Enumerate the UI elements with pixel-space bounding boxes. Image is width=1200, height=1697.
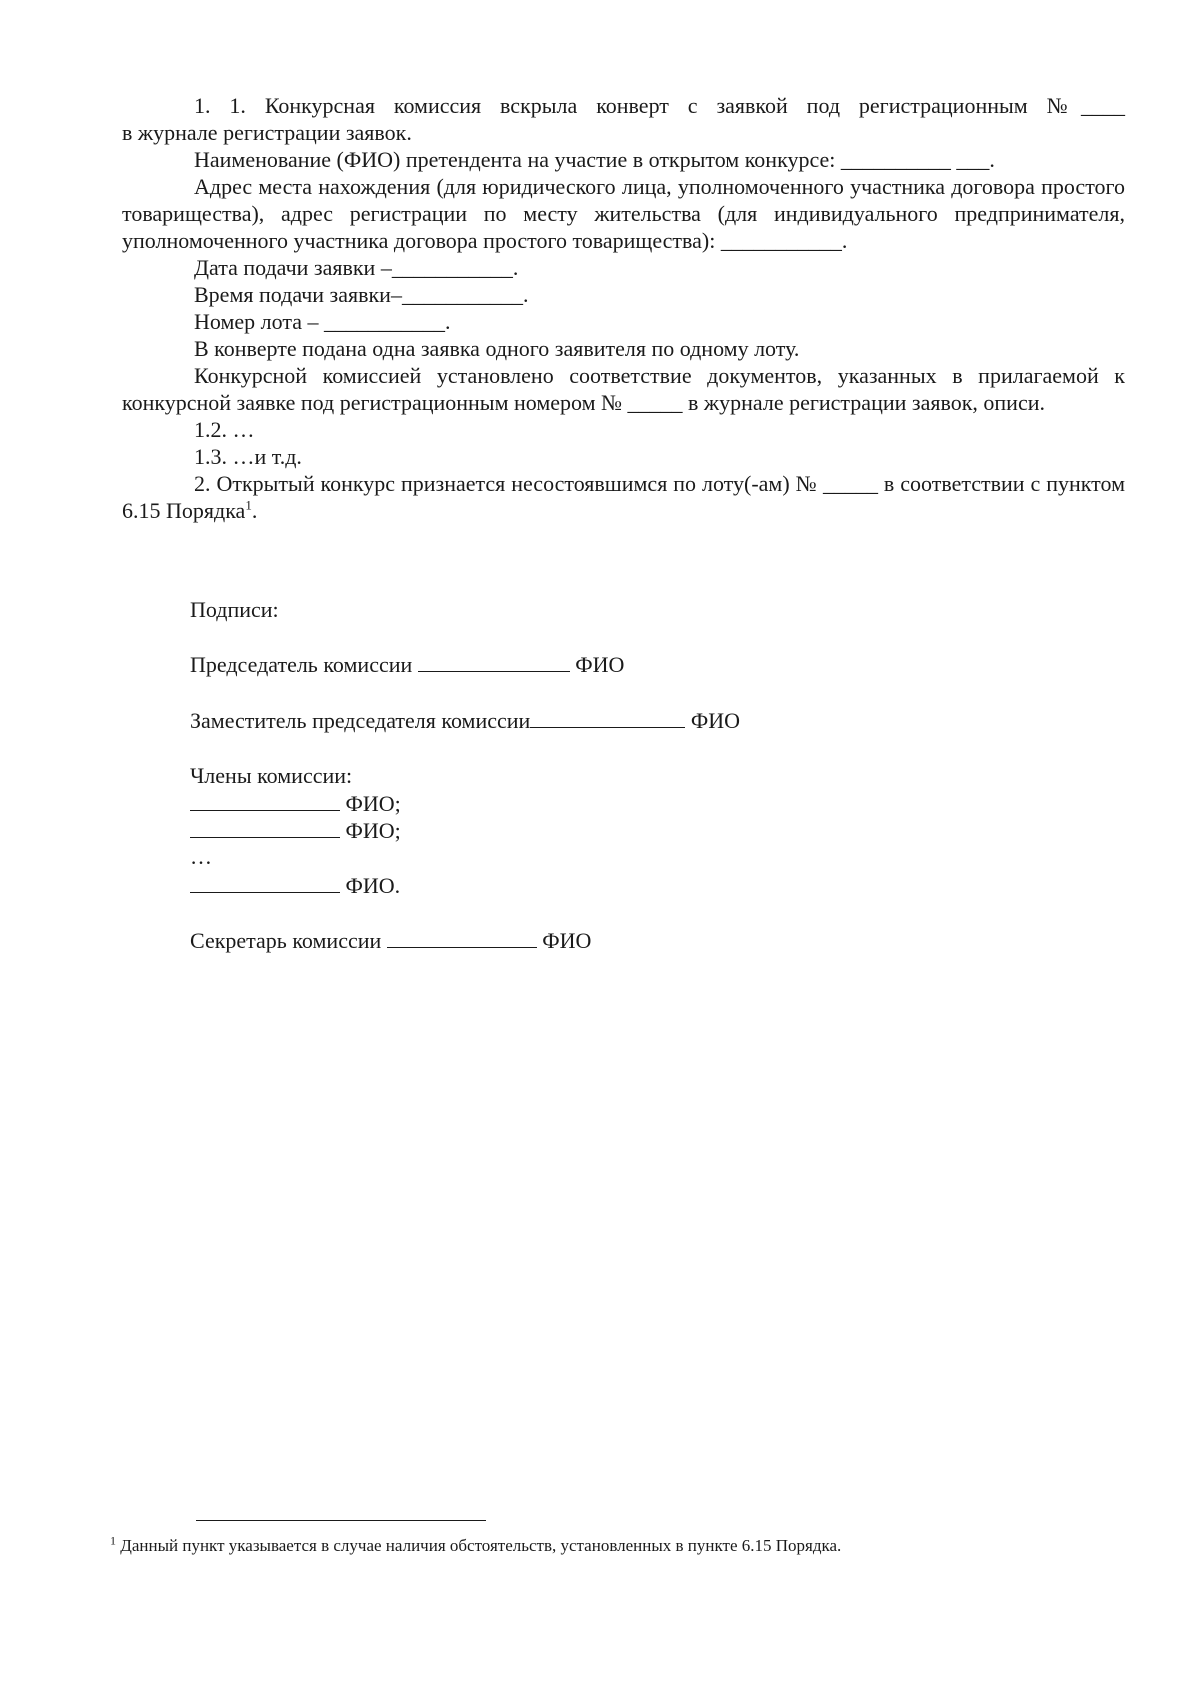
secretary-fio: ФИО	[542, 928, 592, 953]
member1-fio: ФИО;	[345, 791, 401, 816]
paragraph-registration-journal: в журнале регистрации заявок.	[122, 120, 412, 145]
footnote	[110, 1535, 841, 1557]
member-signature-line-2	[190, 817, 401, 844]
secretary-signature-line	[190, 927, 591, 954]
member3-fio: ФИО.	[345, 873, 401, 898]
chairman-signature-line	[190, 651, 624, 678]
signatures-heading: Подписи:	[190, 597, 279, 622]
paragraph-item-1-2: 1.2. …	[194, 417, 255, 442]
secretary-label: Секретарь комиссии	[190, 928, 382, 953]
chairman-signature-blank	[418, 653, 570, 672]
members-heading: Члены комиссии:	[190, 763, 353, 788]
members-ellipsis: …	[190, 844, 212, 869]
chairman-fio: ФИО	[575, 652, 625, 677]
contest-failed-period: .	[251, 498, 258, 523]
member-signature-line-1	[190, 790, 401, 817]
member3-signature-blank	[190, 874, 340, 893]
member1-signature-blank	[190, 792, 340, 811]
paragraph-submission-date: Дата подачи заявки –___________.	[194, 255, 519, 280]
paragraph-contest-failed	[122, 470, 1125, 524]
footnote-text: Данный пункт указывается в случае наличия обстоятельств, установленных в пункте 6.15 Порядка.	[120, 1536, 842, 1555]
member-signature-line-3	[190, 872, 400, 899]
footnote-mark: 1	[110, 1533, 116, 1548]
paragraph-documents-compliance: Конкурсной комиссией установлено соответствие документов, указанных в прилагаемой к конкурсной заявке под регистрационным номером № _____ в журнале регистрации заявок, описи.	[122, 363, 1125, 415]
member2-signature-blank	[190, 819, 340, 838]
paragraph-single-application: В конверте подана одна заявка одного заявителя по одному лоту.	[194, 336, 800, 361]
paragraph-item-1-3: 1.3. …и т.д.	[194, 444, 302, 469]
footnote-separator	[196, 1520, 486, 1521]
secretary-signature-blank	[387, 929, 537, 948]
deputy-signature-line	[190, 707, 740, 734]
paragraph-submission-time: Время подачи заявки–___________.	[194, 282, 529, 307]
paragraph-applicant-name: Наименование (ФИО) претендента на участие в открытом конкурсе: __________ ___.	[194, 147, 995, 172]
deputy-fio: ФИО	[690, 708, 740, 733]
member2-fio: ФИО;	[345, 818, 401, 843]
chairman-label: Председатель комиссии	[190, 652, 413, 677]
paragraph-envelope-opened: 1. 1. Конкурсная комиссия вскрыла конверт с заявкой под регистрационным №____	[194, 93, 1125, 118]
paragraph-applicant-address: Адрес места нахождения (для юридического лица, уполномоченного участника договора простого товарищества), адрес регистрации по месту жительства (для индивидуального предпринимателя, уполномоченного участника договора простого товарищества): ___________.	[122, 174, 1125, 253]
paragraph-lot-number: Номер лота – ___________.	[194, 309, 451, 334]
contest-failed-text: 2. Открытый конкурс признается несостоявшимся по лоту(-ам) № _____ в соответствии с пунктом 6.15 Порядка	[122, 471, 1125, 523]
deputy-signature-blank	[530, 709, 685, 728]
footnote-reference: 1	[245, 497, 252, 513]
protocol-body	[122, 92, 1125, 524]
deputy-label: Заместитель председателя комиссии	[190, 708, 531, 733]
